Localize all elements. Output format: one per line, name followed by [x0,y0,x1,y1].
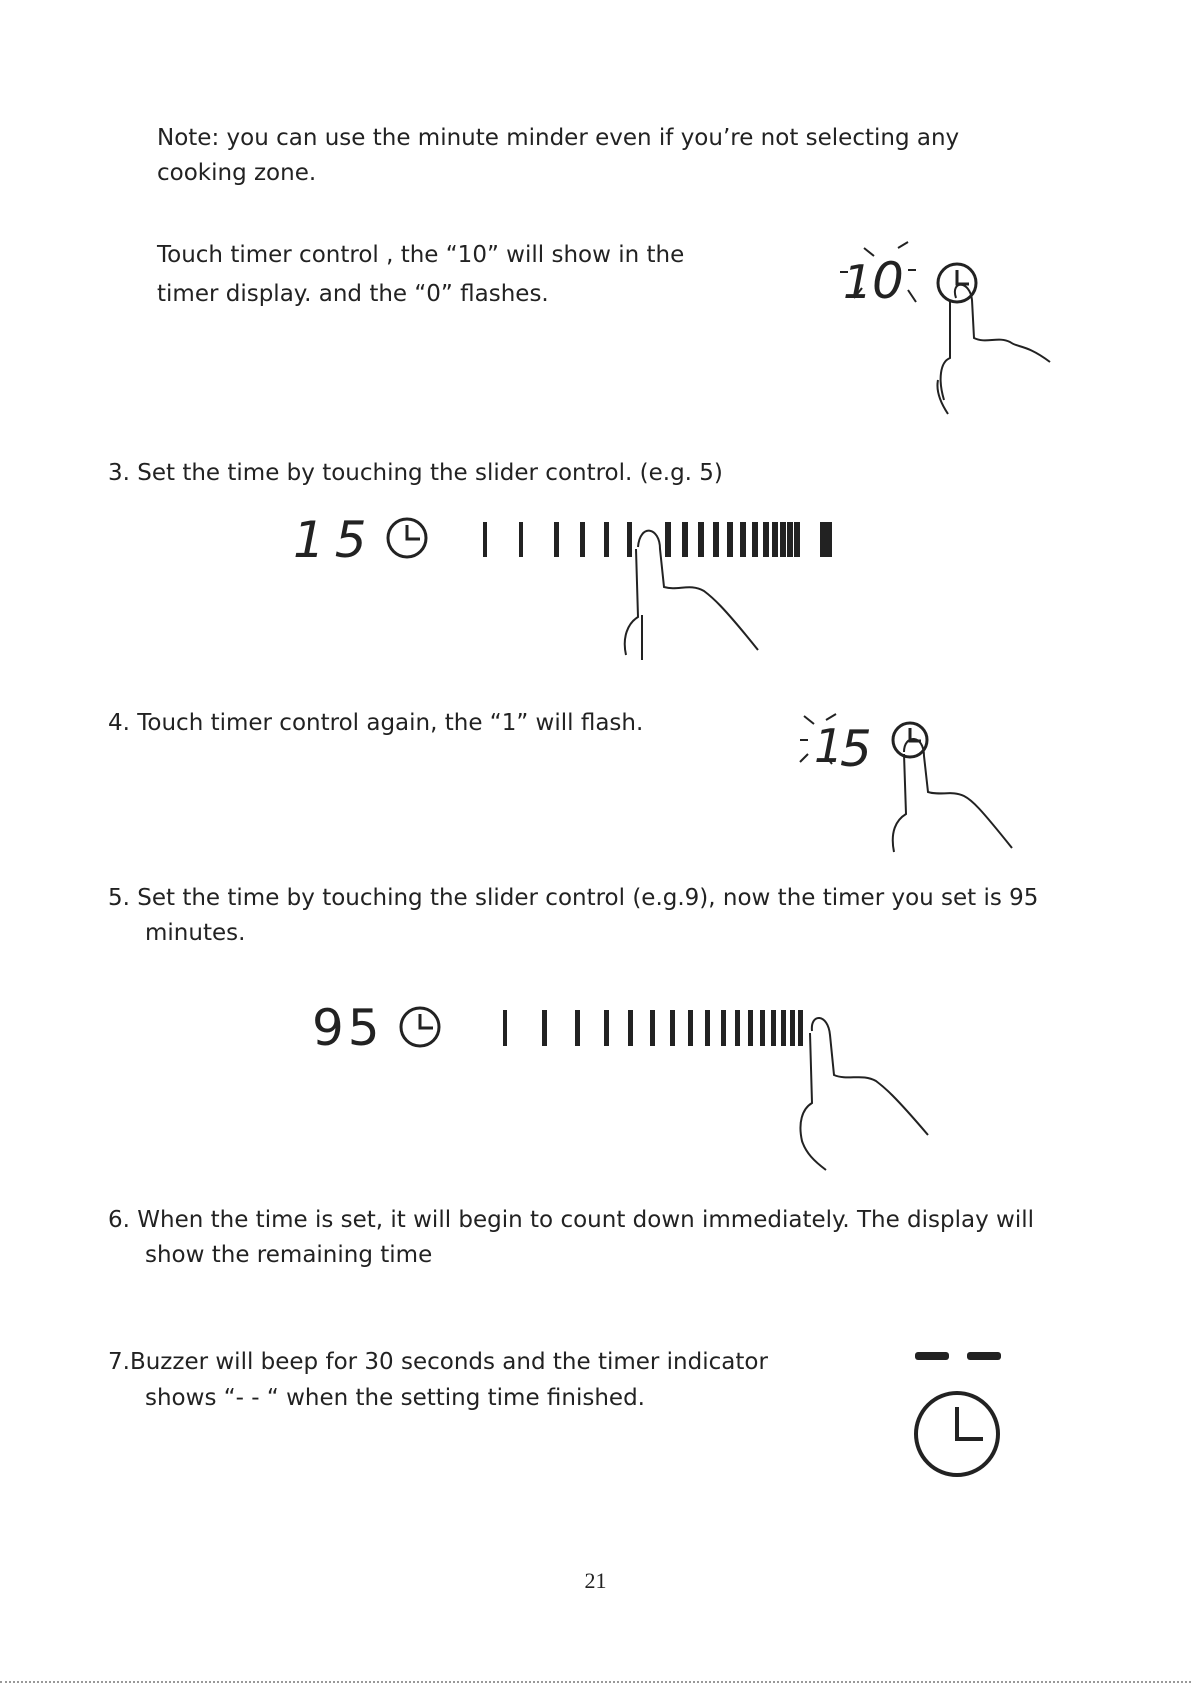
step-5-line-1: 5. Set the time by touching the slider control (e.g.9), now the timer you set is 95 [108,885,1039,911]
note-line-1: Note: you can use the minute minder even if you’re not selecting any [157,125,960,151]
slider-15-illustration [290,505,850,665]
timer-display-10-illustration [840,240,1060,440]
pointing-finger-icon [625,531,758,660]
step-3-text: 3. Set the time by touching the slider control. (e.g. 5) [108,460,723,486]
touch-timer-line-2: timer display. and the “0” flashes. [157,281,549,307]
clock-icon [401,1008,439,1046]
clock-icon [916,1393,998,1475]
step-7-line-1: 7.Buzzer will beep for 30 seconds and the timer indicator [108,1349,768,1375]
step-4-text: 4. Touch timer control again, the “1” will flash. [108,710,644,736]
step-6-line-1: 6. When the time is set, it will begin to count down immediately. The display will [108,1207,1035,1233]
display-digit-5: 5 [840,720,872,778]
display-95: 95 [312,999,384,1057]
page-number: 21 [584,1568,607,1593]
dash-dash-display [915,1352,1001,1360]
note-line-2: cooking zone. [157,160,317,186]
timer-display-15-flashing-illustration [800,712,1030,862]
step-7-line-2: shows “- - “ when the setting time finished. [145,1385,645,1411]
clock-icon [388,519,426,557]
step-6-line-2: show the remaining time [145,1242,433,1268]
timer-finished-illustration [905,1345,1015,1475]
step-5-line-2: minutes. [145,920,246,946]
display-15: 15 [293,511,377,569]
footer-divider [0,1681,1191,1683]
pointing-finger-icon [937,285,1050,414]
touch-timer-line-1: Touch timer control , the “10” will show in the [157,242,685,268]
display-digit-1: 1 [843,255,873,309]
display-digit-1-flashing: 1 [814,719,844,773]
slider-95-illustration [310,995,930,1175]
pointing-finger-icon [800,1018,928,1170]
clock-icon [938,264,976,302]
slider-bars-icon [503,1010,803,1046]
display-digit-0-flashing: 0 [872,252,904,310]
